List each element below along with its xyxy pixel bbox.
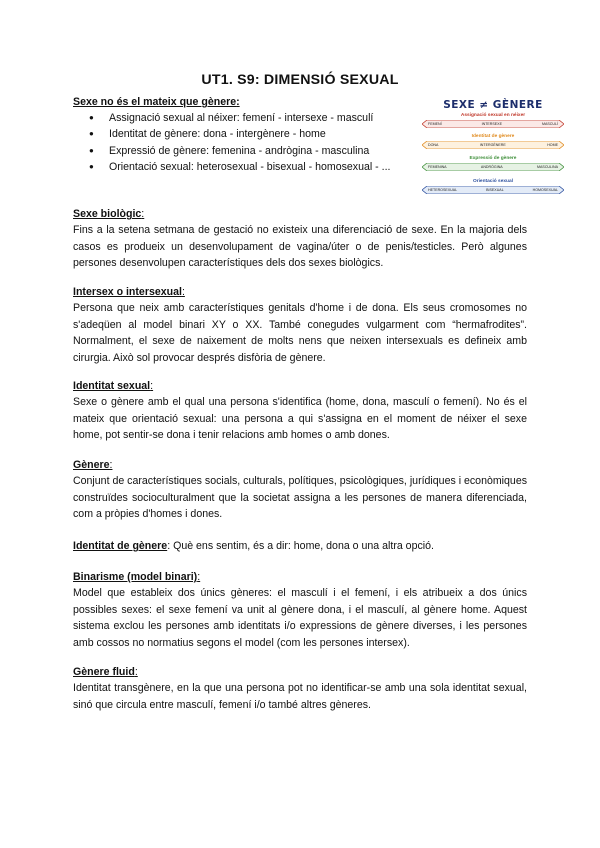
section-heading: Binarisme (model binari): xyxy=(73,571,201,583)
page-title: UT1. S9: DIMENSIÓ SEXUAL xyxy=(201,72,399,88)
section-heading: Gènere fluid: xyxy=(73,666,138,678)
section-sexe-biologic xyxy=(73,206,527,272)
section-text: Conjunt de característiques socials, culturals, polítiques, psicològiques, jurídiques i econòmiques construïdes socioculturalment que la societat assigna a les persones de manera diferenciada, com a pròpies d'homes i dones. xyxy=(73,475,528,521)
band-tick: FEMENINA xyxy=(428,165,447,169)
intro-bullet-list xyxy=(73,110,403,176)
intro-heading-colon: : xyxy=(236,96,240,108)
section-text: : Què ens sentim, és a dir: home, dona o una altra opció. xyxy=(167,540,434,552)
band-tick: HOMOSEXUAL xyxy=(532,188,558,192)
band-identitat xyxy=(422,141,564,149)
section-identitat-genere xyxy=(73,538,527,554)
band-orientacio xyxy=(422,186,564,194)
band-tick: MASCULINA xyxy=(537,165,558,169)
band-tick: BISEXUAL xyxy=(486,188,504,192)
band-tick: FEMENÍ xyxy=(428,122,442,126)
infographic-title: SEXE ≠ GÈNERE xyxy=(443,99,543,111)
sexe-genere-infographic xyxy=(418,98,568,204)
band-assignacio xyxy=(422,120,564,128)
section-heading: Sexe biològic: xyxy=(73,208,145,220)
section-text: Model que estableix dos únics gèneres: el masculí i el femení, i els atribueix a dos únics possibles sexes: el sexe femení va unit al gènere dona, i el masculí, al gènere home. Aquest sistema exclou les persones amb identitats i/o expressions de gènere diverses, i les persones amb cossos no normatius segons el model (com les persones intersex). xyxy=(73,587,527,649)
list-item: ● Expressió de gènere: femenina - andrògina - masculina xyxy=(73,143,403,159)
section-heading: Identitat de gènere xyxy=(73,540,168,552)
band-label-identitat: Identitat de gènere xyxy=(471,134,515,139)
band-tick: HETEROSEXUAL xyxy=(428,188,458,192)
section-genere xyxy=(73,457,527,523)
band-label-expressio: Expressió de gènere xyxy=(469,156,517,161)
section-heading: Identitat sexual: xyxy=(73,380,154,392)
section-text: Sexe o gènere amb el qual una persona s'identifica (home, dona, masculí o femení). No és el mateix que orientació sexual: una persona a qui s'assigna en el moment de néixer el sexe home, pot sentir-se dona i tenir relacions amb homes o amb dones. xyxy=(73,396,527,442)
section-binarisme xyxy=(73,569,527,651)
section-intersex xyxy=(73,284,527,366)
section-identitat-sexual xyxy=(73,378,527,444)
list-item: ● Orientació sexual: heterosexual - bisexual - homosexual - ... xyxy=(73,159,403,175)
band-expressio xyxy=(422,163,564,171)
list-item: ● Assignació sexual al néixer: femení - intersexe - masculí xyxy=(73,110,403,126)
band-tick: INTERSEXE xyxy=(481,122,502,126)
section-genere-fluid xyxy=(73,664,527,713)
band-tick: ANDRÒGINA xyxy=(480,165,503,169)
section-text: Persona que neix amb característiques genitals d'home i de dona. Els seus cromosomes no s'adeqüen al model binari XY o XX. També conegudes vulgarment com “hermafrodites”. Normalment, el sexe de naixement de molts nens que neixen intersexuals es defineix amb cirurgia. Això sol provocar després disfòria de gènere. xyxy=(73,302,527,364)
intro-heading-text: Sexe no és el mateix que gènere xyxy=(73,96,237,108)
band-tick: HOME xyxy=(547,143,558,147)
section-heading: Intersex o intersexual: xyxy=(73,286,185,298)
section-text: Fins a la setena setmana de gestació no existeix una diferenciació de sexe. En la majoria dels casos es produeix un desenvolupament de vagina/úter o de penis/testicles. Però algunes persones desenvolupen característiques dels dos sexes biològics. xyxy=(73,224,527,270)
list-item: ● Identitat de gènere: dona - intergènere - home xyxy=(73,126,403,142)
section-text: Identitat transgènere, en la que una persona pot no identificar-se amb una sola identitat sexual, sinó que circula entre masculí, femení i/o també altres gèneres. xyxy=(73,682,527,711)
band-tick: INTERGÈNERE xyxy=(479,143,506,147)
band-label-orientacio: Orientació sexual xyxy=(473,179,513,184)
band-tick: DONA xyxy=(428,143,439,147)
intro-heading xyxy=(73,94,240,110)
band-tick: MASCULÍ xyxy=(542,122,558,126)
section-heading: Gènere: xyxy=(73,459,113,471)
band-label-assignacio: Assignació sexual en néixer xyxy=(460,113,526,118)
